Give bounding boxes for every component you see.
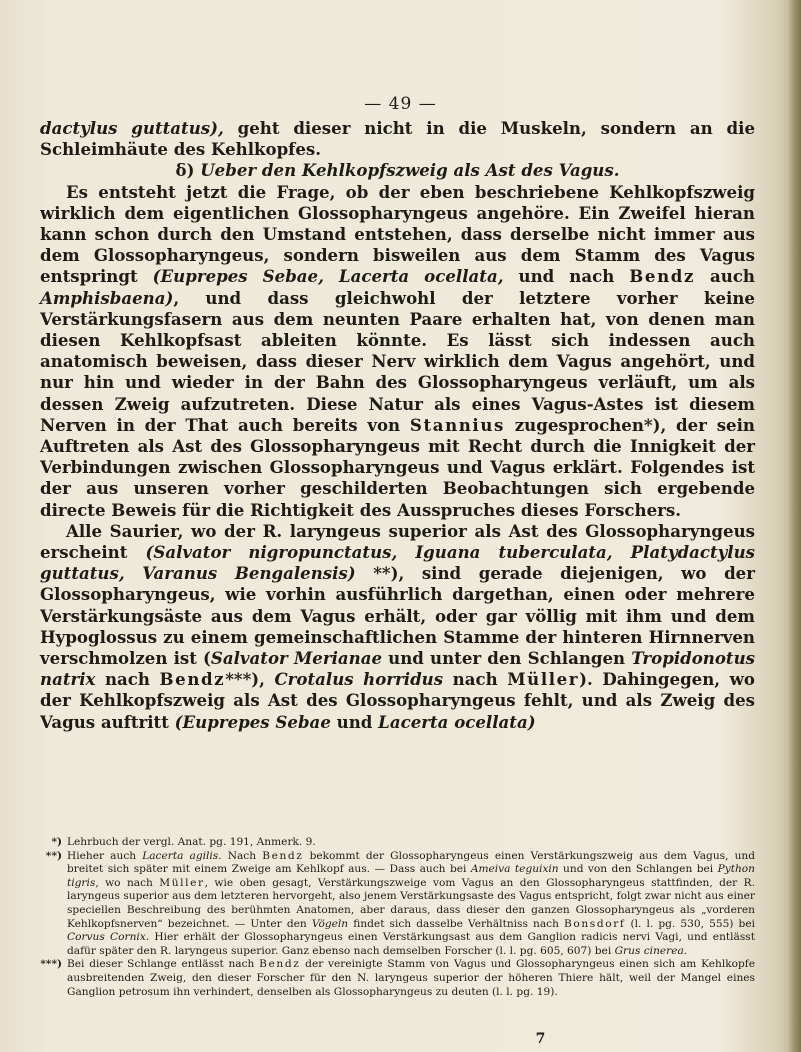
footnote-mark: **)	[45, 849, 62, 862]
text-run: , und dass gleichwohl der letztere vorher keine Verstärkungsfasern aus dem neunten Paare erhalten hat, von denen man diesen Kehlkopfsast ableiten könnte. Es lässt sich indessen auch anatomisch beweisen, dass dieser Nerv wirklich dem Vagus angehört, und nur hin und wieder in der Bahn des Glossopharyngeus verläuft, um als dessen Zweig aufzutreten. Diese Natur als eines Vagus-Astes ist diesem Nerven in der That auch bereits von	[40, 287, 755, 435]
text-run: (l. l. pg. 530, 555) bei	[625, 917, 755, 930]
italic-run: Corvus Cornix.	[67, 931, 150, 944]
author-name: Bendz	[159, 669, 226, 690]
italic-run: (Euprepes Sebae	[174, 711, 331, 732]
text-run: zugesprochen*), der sein Auftreten als Ast des Glossopharyngeus mit Recht durch die Innigkeit der Verbindungen zwischen Glossopharyngeus und Vagus erklärt. Folgendes ist der aus unseren vorher geschilderten Beobachtungen sich ergebende directe Beweis für die Richtigkeit des Ausspruches dieses Forschers.	[40, 414, 755, 520]
author-name: Müller	[159, 876, 205, 889]
footnote-text	[67, 836, 755, 850]
text-run: Nach	[221, 849, 263, 862]
page-binding-edge	[787, 0, 801, 1052]
signature-mark: 7	[535, 1031, 546, 1047]
page-number: — 49 —	[364, 94, 437, 114]
italic-run: Grus cinerea.	[614, 944, 688, 957]
paragraph	[40, 521, 755, 733]
text-run: und unter den Schlangen	[382, 648, 632, 669]
text-run: Hieher auch	[67, 849, 143, 862]
author-name: Müller	[507, 669, 580, 690]
author-name: Stannius	[409, 414, 505, 435]
footnote-mark: ***)	[40, 958, 62, 971]
italic-run: Salvator Merianae	[210, 648, 383, 669]
italic-run: Lacerta ocellata)	[378, 711, 536, 732]
italic-run: (Euprepes Sebae, Lacerta ocellata,	[152, 266, 504, 287]
paragraph-continuation	[40, 118, 755, 160]
text-run: δ)	[175, 160, 201, 181]
footnote-text	[67, 850, 755, 959]
section-heading	[40, 160, 755, 181]
footnote	[40, 850, 755, 959]
italic-run: Amphisbaena)	[40, 287, 174, 308]
italic-run: Vögeln	[311, 917, 349, 930]
paragraph	[40, 182, 755, 521]
italic-run: Crotalus horridus	[274, 669, 444, 690]
author-name: Bendz	[262, 849, 304, 862]
author-name: Bendz	[629, 266, 695, 287]
text-run: nach	[95, 669, 160, 690]
text-run: bekommt der Glossopharyngeus einen Verstärkungszweig aus dem Vagus, und breitet sich später mit einem Zweige am Kehlkopf aus. — Dass auch bei	[67, 849, 756, 876]
italic-run: Ueber den Kehlkopfszweig als Ast des Vagus.	[200, 160, 620, 181]
italic-run: (Salvator nigropunctatus, Iguana tuberculata, Platydactylus guttatus, Varanus Bengalensis)	[40, 542, 755, 584]
text-run: Lehrbuch der vergl. Anat. pg. 191, Anmerk. 9.	[67, 836, 316, 848]
text-run: nach	[443, 669, 508, 690]
text-run: , wie oben gesagt, Verstärkungszweige vom Vagus an den Glossopharyngeus stattfinden, der R. laryngeus superior aus dem letzteren hervorgeht, also jenem Verstärkungsaste des Vagus entspricht, folgt zwar nicht aus einer speciellen Beschreibung des berühmten Anatomen, aber daraus, dass dieser den ganzen Glossopharyngeus als „vorderen Kehlkopfsnerven“ bezeichnet. — Unter den	[67, 876, 755, 930]
text-run: , wo nach	[95, 876, 160, 889]
text-run: Es entsteht jetzt die Frage, ob der eben beschriebene Kehlkopfszweig wirklich dem eigentlichen Glossopharyngeus angehöre. Ein Zweifel hieran kann schon durch den Umstand entstehen, dass derselbe nicht immer aus dem Glossopharyngeus, sondern bisweilen aus dem Stamm des Vagus entspringt	[40, 181, 755, 287]
footnotes	[40, 836, 755, 999]
main-text	[40, 118, 755, 733]
footnote-text	[67, 958, 755, 999]
text-run: und von den Schlangen bei	[558, 863, 718, 876]
author-name: Bonsdorf	[564, 917, 626, 930]
text-run: Alle Saurier, wo der R. laryngeus superior als Ast des Glossopharyngeus erscheint	[40, 520, 755, 563]
text-run: und	[330, 711, 379, 732]
footnote-mark: *)	[51, 836, 62, 848]
text-run: ). Dahingegen, wo der Kehlkopfszweig als Ast des Glossopharyngeus fehlt, und als Zweig des Vagus auftritt	[40, 669, 755, 732]
footnote	[40, 836, 755, 850]
text-run: **), sind gerade diejenigen, wo der Glossopharyngeus, wie vorhin ausführlich dargethan, einen oder mehrere Verstärkungsäste aus dem Vagus erhält, oder gar völlig mit ihm und dem Hypoglossus zu einem gemeinschaftlichen Stamme der hinteren Hirnnerven verschmolzen ist (	[40, 563, 755, 669]
text-run: auch	[694, 266, 755, 287]
text-run: Bei dieser Schlange entlässt nach	[67, 958, 260, 971]
text-run: findet sich dasselbe Verhältniss nach	[348, 917, 565, 930]
author-name: Bendz	[259, 958, 301, 971]
italic-run: dactylus guttatus),	[40, 118, 224, 138]
text-run: geht dieser nicht in die Muskeln, sondern an die Schleimhäute des Kehlkopfes.	[40, 118, 756, 160]
text-run: und nach	[503, 266, 630, 287]
italic-run: Lacerta agilis.	[142, 849, 222, 862]
text-run: ***),	[225, 669, 275, 690]
italic-run: Ameiva teguixin	[470, 863, 559, 876]
italic-run: Tropidonotus natrix	[40, 648, 755, 690]
italic-run: Python tigris	[67, 863, 755, 889]
text-run: der vereinigte Stamm von Vagus und Glossopharyngeus einen sich am Kehlkopfe ausbreitenden Zweig, den dieser Forscher für den N. laryngeus superior der höheren Thiere hält, weil der Mangel eines Ganglion petrosum ihn verhindert, denselben als Glossopharyngeus zu deuten (l. l. pg. 19).	[67, 958, 755, 998]
text-run: Hier erhält der Glossopharyngeus einen Verstärkungsast aus dem Ganglion radicis nervi Vagi, und entlässt dafür später den R. laryngeus superior. Ganz ebenso nach demselben Forscher (l. l. pg. 605, 607) bei	[67, 931, 755, 957]
footnote	[40, 958, 755, 999]
